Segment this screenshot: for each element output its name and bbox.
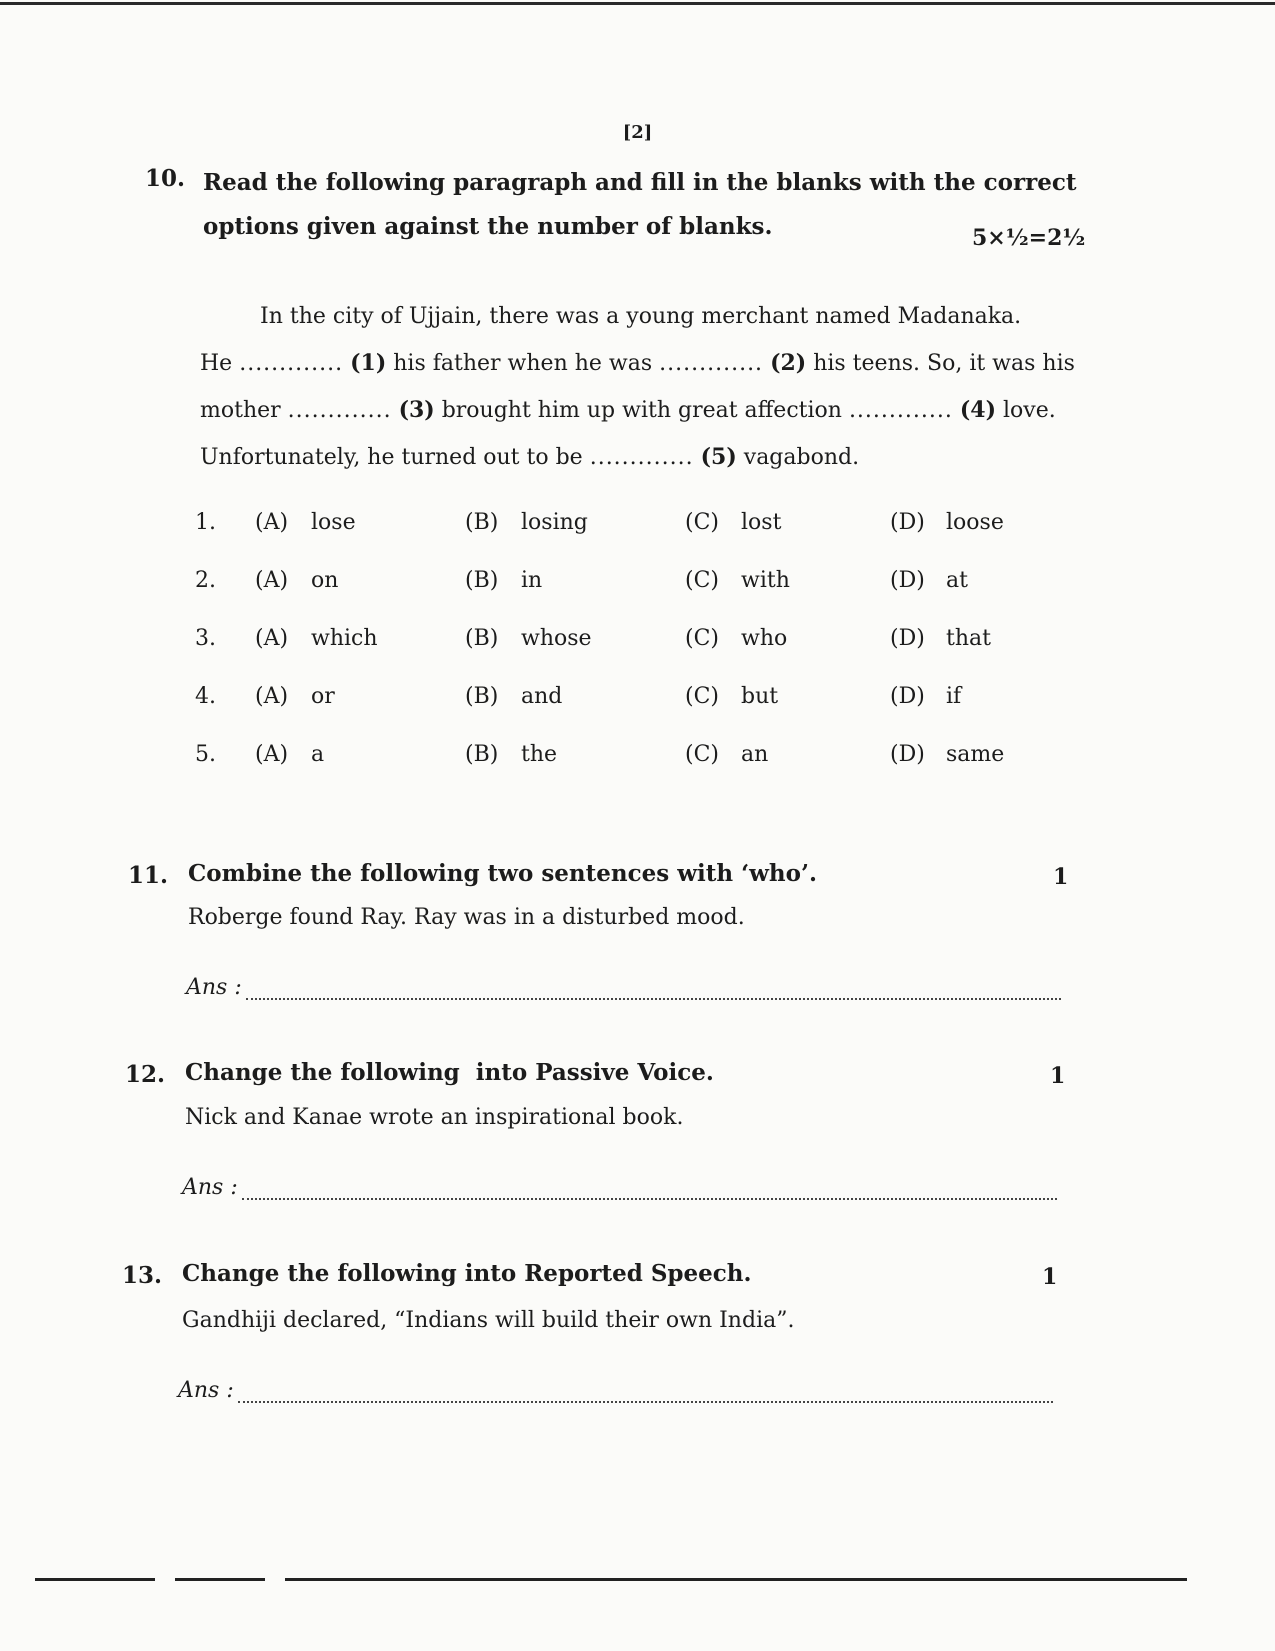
- option-row-1: 1. (A) lose (B) losing (C) lost (D) loose: [195, 510, 1004, 535]
- top-border-rule: [0, 2, 1275, 5]
- option-1c[interactable]: (C) lost: [685, 510, 782, 535]
- option-5b[interactable]: (B) the: [465, 742, 558, 767]
- option-2c[interactable]: (C) with: [685, 568, 790, 593]
- option-row-2: 2. (A) on (B) in (C) with (D) at: [195, 568, 968, 593]
- option-2b[interactable]: (B) in: [465, 568, 543, 593]
- option-1d[interactable]: (D) loose: [890, 510, 1004, 535]
- blank-1: .............: [239, 351, 344, 376]
- option-5d[interactable]: (D) same: [890, 742, 1005, 767]
- option-5a[interactable]: (A) a: [255, 742, 325, 767]
- passage-line-1: In the city of Ujjain, there was a young merchant named Madanaka.: [260, 304, 1022, 329]
- answer-options: [195, 510, 1015, 800]
- option-4c[interactable]: (C) but: [685, 684, 779, 709]
- question-number: 12.: [125, 1061, 166, 1088]
- option-4d[interactable]: (D) if: [890, 684, 962, 709]
- page-number: [2]: [622, 122, 653, 143]
- question-12-answer[interactable]: [182, 1175, 1057, 1200]
- blank-3: .............: [287, 398, 392, 423]
- answer-label: Ans :: [178, 1378, 234, 1403]
- blank-4: .............: [848, 398, 953, 423]
- passage-line-3: mother ............. (3) brought him up with great affection ............. (4) love.: [200, 397, 1056, 423]
- question-12-sentence: Nick and Kanae wrote an inspirational book.: [185, 1105, 684, 1130]
- question-12: [125, 1061, 1065, 1101]
- answer-field[interactable]: [238, 1383, 1053, 1403]
- option-3a[interactable]: (A) which: [255, 626, 378, 651]
- answer-label: Ans :: [182, 1175, 238, 1200]
- option-4b[interactable]: (B) and: [465, 684, 563, 709]
- option-row-4: 4. (A) or (B) and (C) but (D) if: [195, 684, 962, 709]
- question-number: 13.: [122, 1262, 163, 1289]
- question-instruction: [203, 161, 1093, 249]
- passage: [200, 293, 1083, 481]
- option-row-3: 3. (A) which (B) whose (C) who (D) that: [195, 626, 991, 651]
- blank-2: .............: [659, 351, 764, 376]
- option-4a[interactable]: (A) or: [255, 684, 335, 709]
- option-1a[interactable]: (A) lose: [255, 510, 356, 535]
- marks: 1: [1050, 1063, 1066, 1089]
- marks: 1: [1042, 1264, 1058, 1290]
- question-11-sentence: Roberge found Ray. Ray was in a disturbed mood.: [188, 905, 745, 930]
- option-2d[interactable]: (D) at: [890, 568, 968, 593]
- bottom-border-rule: [35, 1578, 1187, 1581]
- question-number: 11.: [128, 862, 169, 889]
- instruction-line-1: Read the following paragraph and fill in the blanks with the correct: [203, 169, 1077, 196]
- marks: 5×½=2½: [972, 225, 1086, 251]
- question-13: [122, 1262, 1062, 1302]
- option-3d[interactable]: (D) that: [890, 626, 991, 651]
- question-13-answer[interactable]: [178, 1378, 1053, 1403]
- question-instruction: Combine the following two sentences with ‘who’.: [188, 860, 817, 887]
- question-11: [128, 862, 1068, 902]
- marks: 1: [1053, 864, 1069, 890]
- passage-line-2: He ............. (1) his father when he was ............. (2) his teens. So, it was his: [200, 350, 1075, 376]
- option-2a[interactable]: (A) on: [255, 568, 339, 593]
- option-3b[interactable]: (B) whose: [465, 626, 592, 651]
- question-10: [145, 165, 1095, 265]
- passage-line-4: Unfortunately, he turned out to be ............. (5) vagabond.: [200, 444, 860, 470]
- question-13-sentence: Gandhiji declared, “Indians will build their own India”.: [182, 1308, 795, 1333]
- answer-label: Ans :: [186, 975, 242, 1000]
- answer-field[interactable]: [246, 980, 1061, 1000]
- question-instruction: Change the following into Passive Voice.: [185, 1059, 714, 1086]
- question-number: 10.: [145, 165, 186, 192]
- option-1b[interactable]: (B) losing: [465, 510, 588, 535]
- question-instruction: Change the following into Reported Speech.: [182, 1260, 752, 1287]
- answer-field[interactable]: [242, 1180, 1057, 1200]
- option-row-5: 5. (A) a (B) the (C) an (D) same: [195, 742, 1005, 767]
- option-3c[interactable]: (C) who: [685, 626, 788, 651]
- instruction-line-2: options given against the number of blanks.: [203, 213, 773, 240]
- question-11-answer[interactable]: [186, 975, 1061, 1000]
- option-5c[interactable]: (C) an: [685, 742, 769, 767]
- blank-5: .............: [589, 445, 694, 470]
